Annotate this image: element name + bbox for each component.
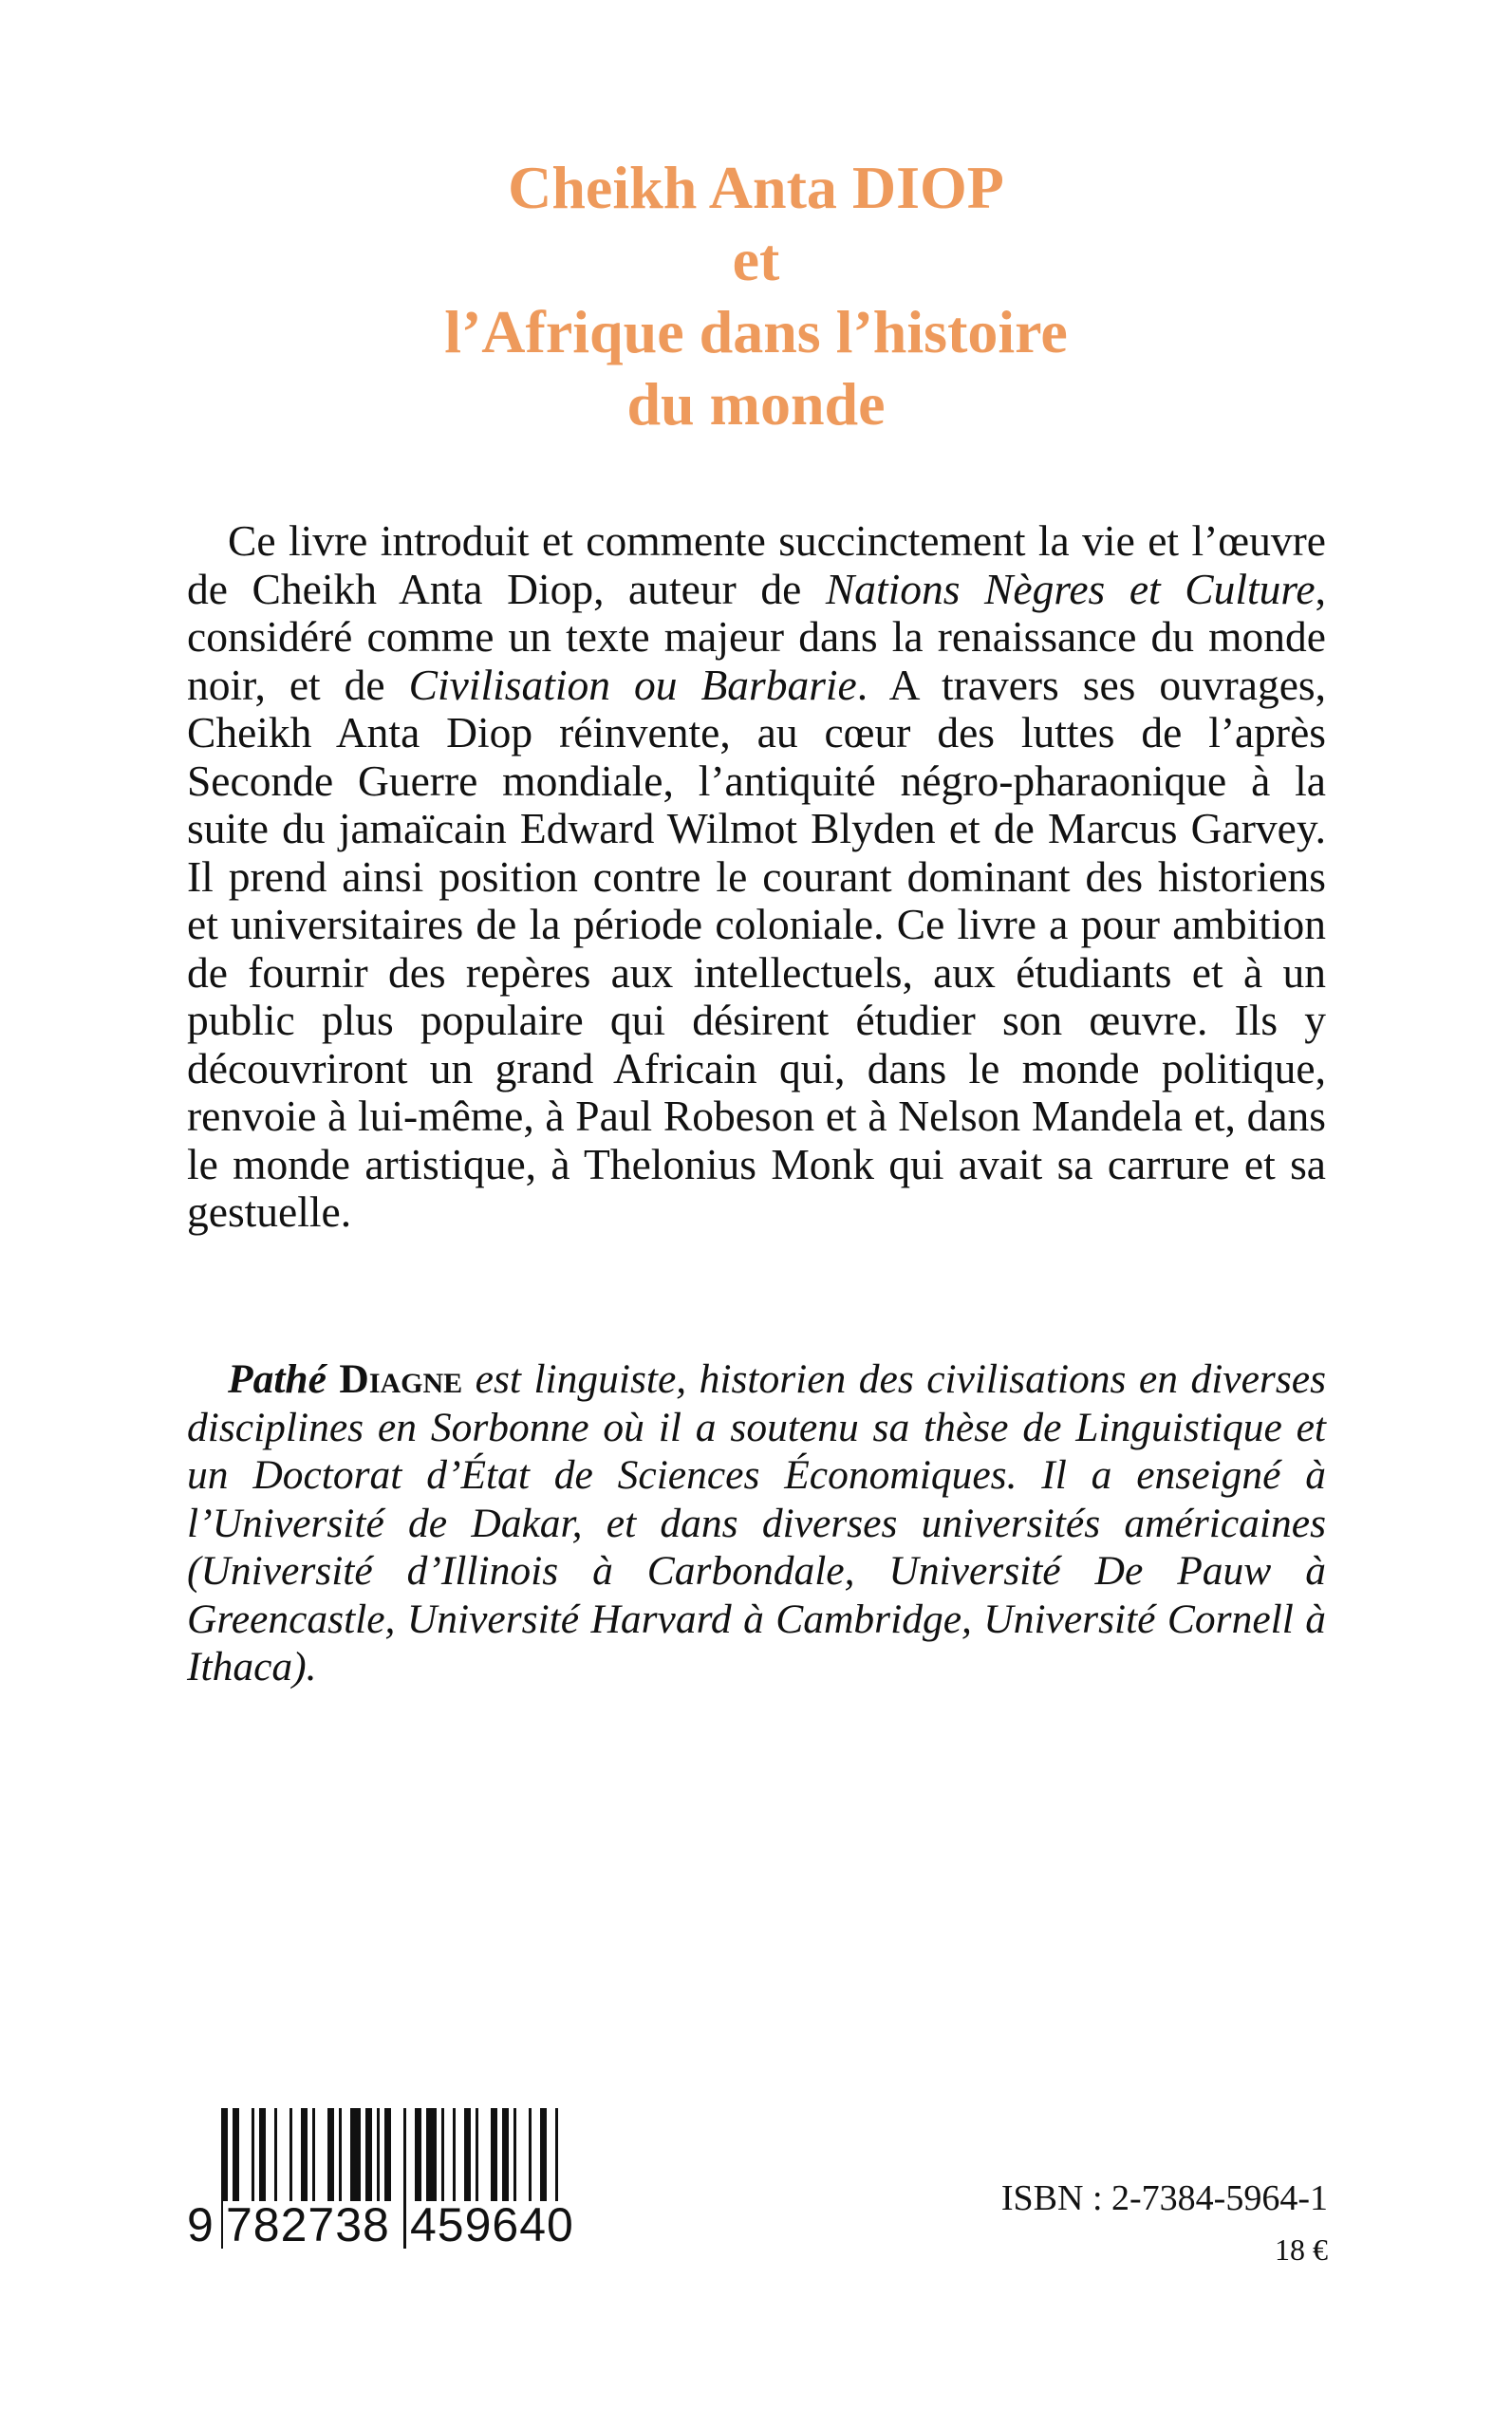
description-part-1: Ce livre introduit et commente succinctement la vie et l’œuvre de Cheikh Anta Diop, auteur de bbox=[187, 516, 1326, 613]
book-title bbox=[0, 152, 1512, 440]
title-line-3: l’Afrique dans l’histoire bbox=[444, 298, 1068, 365]
title-line-2: et bbox=[732, 226, 780, 293]
barcode-left-digits: 782738 bbox=[223, 2201, 393, 2249]
author-last-name: Diagne bbox=[339, 1356, 463, 1402]
isbn-number: ISBN : 2-7384-5964-1 bbox=[1000, 2178, 1328, 2218]
barcode-lead-digit: 9 bbox=[187, 2198, 214, 2251]
book-title-nations-negres: Nations Nègres et Culture bbox=[825, 564, 1316, 613]
barcode bbox=[187, 2108, 591, 2249]
author-first-name: Pathé bbox=[228, 1356, 327, 1402]
author-bio bbox=[187, 1355, 1326, 1691]
book-description bbox=[187, 517, 1326, 1237]
description-part-2: , considéré comme un texte majeur dans la renaissance du monde noir, et de bbox=[187, 564, 1326, 709]
title-line-4: du monde bbox=[626, 370, 886, 438]
barcode-right-digits: 459640 bbox=[407, 2201, 577, 2249]
barcode-bar bbox=[403, 2108, 406, 2249]
book-title-civilisation: Civilisation ou Barbarie bbox=[408, 660, 857, 709]
title-line-1: Cheikh Anta DIOP bbox=[508, 154, 1004, 221]
price-label: 18 € bbox=[1275, 2232, 1328, 2267]
description-part-3: . A travers ses ouvrages, Cheikh Anta Diop réinvente, au cœur des luttes de l’après Seconde Guerre mondiale, l’antiquité négro-pharaonique à la suite du jamaïcain Edward Wilmot Blyden et de Marcus Garvey. Il prend ainsi position contre le courant dominant des historiens et universitaires de la période coloniale. Ce livre a pour ambition de fournir des repères aux intellectuels, aux étudiants et à un public plus populaire qui désirent étudier son œuvre. Ils y découvriront un grand Africain qui, dans le monde politique, renvoie à lui-même, à Paul Robeson et à Nelson Mandela et, dans le monde artistique, à Thelonius Monk qui avait sa carrure et sa gestuelle. bbox=[187, 660, 1326, 1236]
bio-text: est linguiste, historien des civilisations en diverses disciplines en Sorbonne où il a soutenu sa thèse de Linguistique et un Doctorat d’État de Sciences Économiques. Il a enseigné à l’Université de Dakar, et dans diverses universités américaines (Université d’Illinois à Carbondale, Université De Pauw à Greencastle, Université Harvard à Cambridge, Université Cornell à Ithaca). bbox=[187, 1356, 1326, 1690]
